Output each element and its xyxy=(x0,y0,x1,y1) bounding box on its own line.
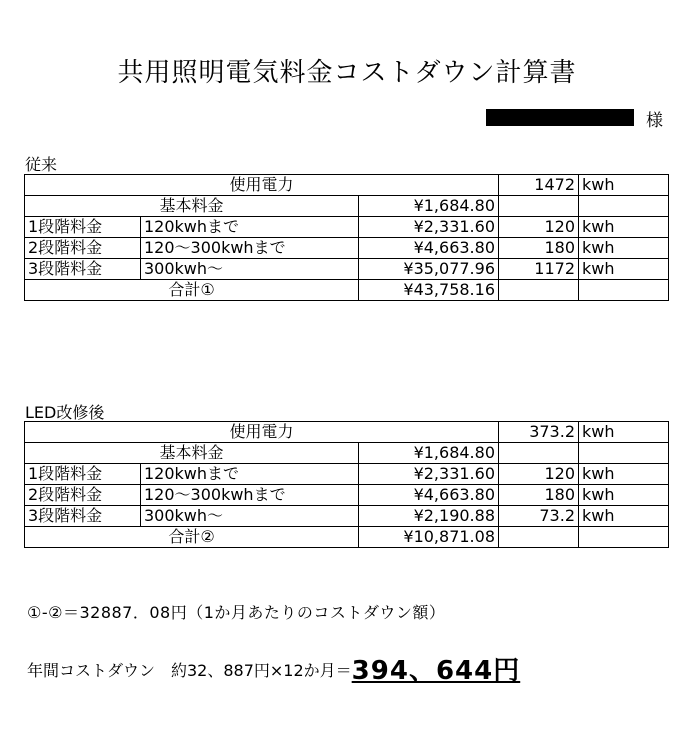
tier-amount: ¥2,331.60 xyxy=(359,464,499,485)
base-fee-amount: ¥1,684.80 xyxy=(359,443,499,464)
section-label-before: 従来 xyxy=(25,155,58,174)
tier-name: 1段階料金 xyxy=(25,464,141,485)
table-row xyxy=(25,238,669,259)
tier-range: 120～300kwhまで xyxy=(141,238,359,259)
base-fee-label: 基本料金 xyxy=(25,443,359,464)
tier-unit: kwh xyxy=(579,464,669,485)
redacted-recipient-name xyxy=(486,109,634,126)
tier-kwh: 1172 xyxy=(499,259,579,280)
annual-saving-result: 394、644円 xyxy=(351,656,521,686)
tier-range: 120～300kwhまで xyxy=(141,485,359,506)
tier-name: 3段階料金 xyxy=(25,259,141,280)
tier-amount: ¥4,663.80 xyxy=(359,238,499,259)
tier-kwh: 120 xyxy=(499,464,579,485)
annual-saving-label: 年間コストダウン 約32、887円×12か月＝ xyxy=(27,661,352,680)
tier-range: 120kwhまで xyxy=(141,217,359,238)
table-row xyxy=(25,280,669,301)
table-row xyxy=(25,175,669,196)
tier-name: 2段階料金 xyxy=(25,238,141,259)
recipient-suffix: 様 xyxy=(646,111,663,131)
tier-amount: ¥35,077.96 xyxy=(359,259,499,280)
table-row xyxy=(25,506,669,527)
usage-label: 使用電力 xyxy=(25,175,499,196)
page-title: 共用照明電気料金コストダウン計算書 xyxy=(117,58,577,88)
usage-unit: kwh xyxy=(579,175,669,196)
total-label: 合計② xyxy=(25,527,359,548)
table-row xyxy=(25,527,669,548)
tier-range: 300kwh～ xyxy=(141,259,359,280)
tier-name: 3段階料金 xyxy=(25,506,141,527)
table-row xyxy=(25,196,669,217)
cost-table-before xyxy=(24,174,669,301)
tier-unit: kwh xyxy=(579,485,669,506)
base-fee-amount: ¥1,684.80 xyxy=(359,196,499,217)
total-amount: ¥43,758.16 xyxy=(359,280,499,301)
total-label: 合計① xyxy=(25,280,359,301)
tier-unit: kwh xyxy=(579,217,669,238)
usage-value: 1472 xyxy=(499,175,579,196)
tier-kwh: 180 xyxy=(499,238,579,259)
usage-label: 使用電力 xyxy=(25,422,499,443)
table-row xyxy=(25,217,669,238)
usage-unit: kwh xyxy=(579,422,669,443)
monthly-saving-formula: ①-②＝32887．08円（1か月あたりのコストダウン額） xyxy=(27,603,446,622)
table-row xyxy=(25,485,669,506)
annual-saving-line xyxy=(27,650,520,687)
tier-kwh: 180 xyxy=(499,485,579,506)
section-label-after: LED改修後 xyxy=(25,403,105,422)
total-amount: ¥10,871.08 xyxy=(359,527,499,548)
tier-unit: kwh xyxy=(579,506,669,527)
tier-kwh: 73.2 xyxy=(499,506,579,527)
usage-value: 373.2 xyxy=(499,422,579,443)
tier-range: 300kwh～ xyxy=(141,506,359,527)
table-row xyxy=(25,259,669,280)
tier-name: 1段階料金 xyxy=(25,217,141,238)
tier-kwh: 120 xyxy=(499,217,579,238)
tier-name: 2段階料金 xyxy=(25,485,141,506)
table-row xyxy=(25,464,669,485)
cost-table-after xyxy=(24,421,669,548)
tier-amount: ¥2,331.60 xyxy=(359,217,499,238)
base-fee-label: 基本料金 xyxy=(25,196,359,217)
tier-unit: kwh xyxy=(579,259,669,280)
tier-unit: kwh xyxy=(579,238,669,259)
tier-range: 120kwhまで xyxy=(141,464,359,485)
tier-amount: ¥4,663.80 xyxy=(359,485,499,506)
table-row xyxy=(25,443,669,464)
tier-amount: ¥2,190.88 xyxy=(359,506,499,527)
table-row xyxy=(25,422,669,443)
